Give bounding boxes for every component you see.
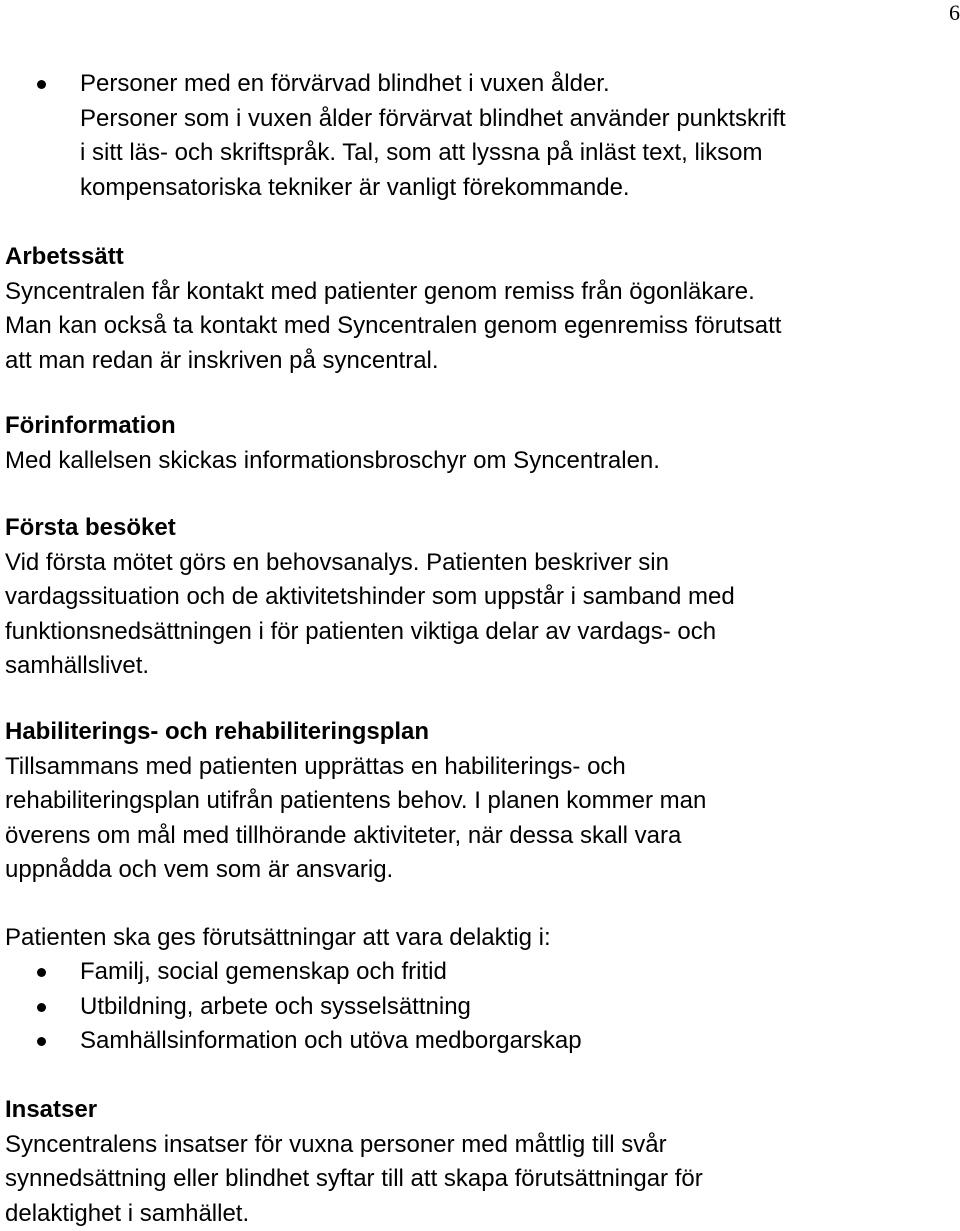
page-number: 6 — [949, 0, 960, 25]
list-item-label: Samhällsinformation och utöva medborgarskap — [80, 1027, 582, 1054]
paragraph-line: Med kallelsen skickas informationsbroschyr om Syncentralen. — [5, 446, 660, 474]
paragraph-line: funktionsnedsättningen i för patienten viktiga delar av vardags- och — [5, 617, 717, 645]
paragraph-line: rehabiliteringsplan utifrån patientens behov. I planen kommer man — [5, 787, 707, 814]
paragraph-line: Tillsammans med patienten upprättas en habiliterings- och — [5, 752, 626, 780]
section-heading: Förinformation — [5, 412, 176, 439]
paragraph-line: Syncentralen får kontakt med patienter genom remiss från ögonläkare. — [5, 277, 755, 305]
section-heading: Arbetssätt — [5, 243, 124, 270]
list-item-label: Familj, social gemenskap och fritid — [80, 958, 447, 985]
bullet-line: kompensatoriska tekniker är vanligt förekommande. — [80, 173, 630, 201]
bullet-line: Personer med en förvärvad blindhet i vuxen ålder. — [80, 70, 610, 97]
list-item — [0, 955, 955, 990]
section-heading: Första besöket — [5, 514, 176, 541]
paragraph-line: uppnådda och vem som är ansvarig. — [5, 856, 394, 883]
bullet-icon — [37, 1003, 46, 1012]
section-heading: Insatser — [5, 1096, 98, 1123]
bullet-icon — [37, 80, 46, 89]
section-arbetssatt — [5, 240, 955, 378]
section-insatser — [5, 1093, 955, 1231]
paragraph-line: Vid första mötet görs en behovsanalys. Patienten beskriver sin — [5, 548, 669, 576]
paragraph-line: synnedsättning eller blindhet syftar till att skapa förutsättningar för — [5, 1165, 703, 1192]
paragraph-line: vardagssituation och de aktivitetshinder som uppstår i samband med — [5, 583, 735, 610]
bullet-line: Personer som i vuxen ålder förvärvat blindhet använder punktskrift — [80, 104, 786, 132]
section-forsta-besoket — [5, 511, 955, 684]
paragraph-line: Syncentralens insatser för vuxna personer med måttlig till svår — [5, 1130, 667, 1158]
bullet-line: i sitt läs- och skriftspråk. Tal, som att lyssna på inläst text, liksom — [80, 139, 763, 166]
section-forutsattningar — [5, 921, 955, 956]
list-item — [0, 1024, 955, 1059]
bullet-icon — [37, 968, 46, 977]
bullet-icon — [37, 1037, 46, 1046]
paragraph-line: Patienten ska ges förutsättningar att vara delaktig i: — [5, 924, 551, 951]
paragraph-line: samhällslivet. — [5, 652, 150, 679]
list-item — [0, 990, 955, 1025]
section-forinformation — [5, 409, 955, 478]
paragraph-line: överens om mål med tillhörande aktiviteter, när dessa skall vara — [5, 821, 682, 849]
participation-list — [0, 955, 955, 1059]
list-item-label: Utbildning, arbete och sysselsättning — [80, 992, 471, 1020]
section-plan — [5, 715, 955, 888]
intro-bullet-list — [0, 67, 955, 205]
paragraph-line: delaktighet i samhället. — [5, 1199, 250, 1227]
paragraph-line: Man kan också ta kontakt med Syncentralen genom egenremiss förutsatt — [5, 312, 782, 339]
list-item — [0, 67, 955, 205]
section-heading: Habiliterings- och rehabiliteringsplan — [5, 718, 430, 745]
paragraph-line: att man redan är inskriven på syncentral. — [5, 346, 439, 374]
